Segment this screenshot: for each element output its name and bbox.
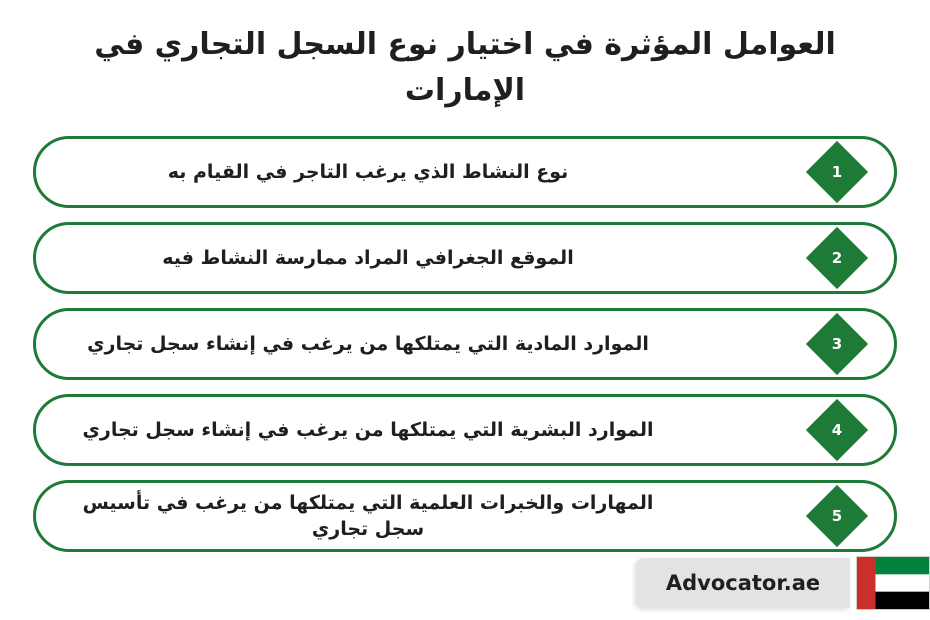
- factor-text: الموارد المادية التي يمتلكها من يرغب في إنشاء سجل تجاري: [87, 333, 649, 355]
- factor-item-5: [33, 480, 897, 552]
- factor-text: الموقع الجغرافي المراد ممارسة النشاط فيه: [162, 247, 574, 269]
- flag-red-band: [857, 557, 875, 609]
- factor-item-2: [33, 222, 897, 294]
- brand-bar: [636, 558, 850, 608]
- factor-number: 3: [831, 335, 843, 353]
- factor-number: 5: [831, 507, 843, 525]
- factor-number: 4: [831, 421, 843, 439]
- factor-item-4: [33, 394, 897, 466]
- factor-text: الموارد البشرية التي يمتلكها من يرغب في إنشاء سجل تجاري: [82, 419, 654, 441]
- flag-green-stripe: [875, 557, 929, 574]
- uae-flag-icon: [856, 556, 930, 610]
- factor-item-3: [33, 308, 897, 380]
- factor-text: نوع النشاط الذي يرغب التاجر في القيام به: [167, 161, 569, 183]
- flag-black-stripe: [875, 592, 929, 609]
- factor-item-1: [33, 136, 897, 208]
- factor-number: 2: [831, 249, 843, 267]
- brand-name: Advocator.ae: [665, 571, 821, 595]
- factor-number: 1: [831, 163, 843, 181]
- page-title: العوامل المؤثرة في اختيار نوع السجل التجاري في الإمارات: [94, 27, 836, 108]
- factor-text: المهارات والخبرات العلمية التي يمتلكها من يرغب في تأسيس سجل تجاري: [82, 492, 654, 540]
